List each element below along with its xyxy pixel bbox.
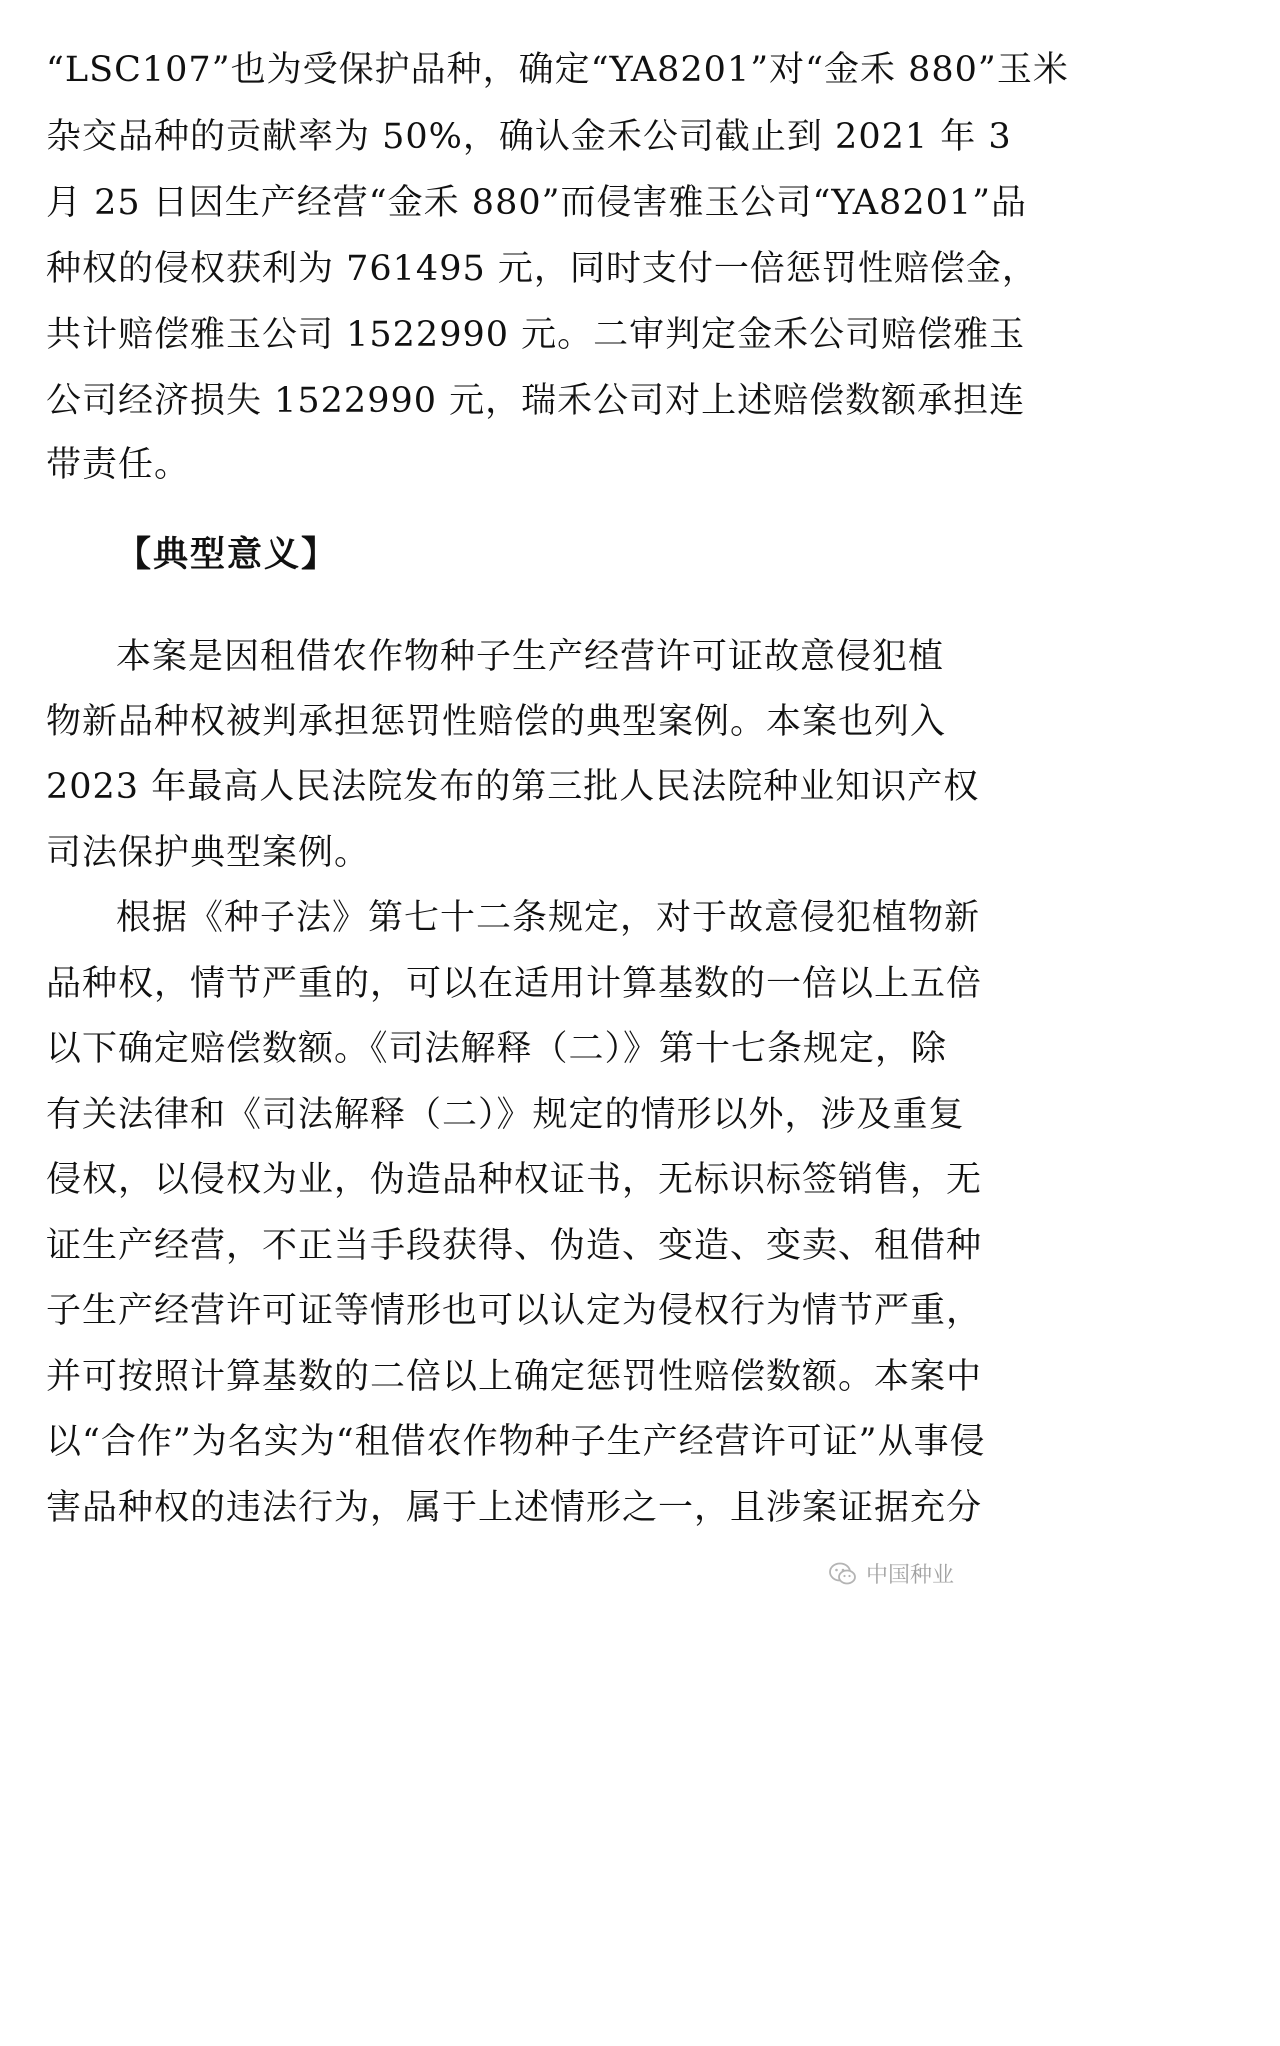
- paragraph-line: 共计赔偿雅玉公司 1522990 元。二审判定金禾公司赔偿雅玉: [46, 315, 1026, 355]
- watermark: [828, 1558, 954, 1589]
- paragraph-line: 并可按照计算基数的二倍以上确定惩罚性赔偿数额。本案中: [46, 1357, 983, 1397]
- paragraph-line: 月 25 日因生产经营“金禾 880”而侵害雅玉公司“YA8201”品: [46, 183, 1028, 223]
- paragraph-first-line: 根据《种子法》第七十二条规定，对于故意侵犯植物新: [116, 898, 981, 938]
- section-heading: 【典型意义】: [116, 534, 339, 575]
- paragraph-line: 公司经济损失 1522990 元，瑞禾公司对上述赔偿数额承担连: [46, 381, 1026, 421]
- paragraph-line: “LSC107”也为受保护品种，确定“YA8201”对“金禾 880”玉米: [46, 50, 1069, 90]
- wechat-icon: [828, 1559, 858, 1589]
- paragraph-line: 品种权，情节严重的，可以在适用计算基数的一倍以上五倍: [46, 964, 983, 1004]
- paragraph-line: 杂交品种的贡献率为 50%，确认金禾公司截止到 2021 年 3: [46, 117, 1012, 157]
- paragraph-line: 侵权，以侵权为业，伪造品种权证书，无标识标签销售，无: [46, 1160, 983, 1200]
- paragraph-line: 司法保护典型案例。: [46, 833, 371, 873]
- paragraph-line: 以“合作”为名实为“租借农作物种子生产经营许可证”从事侵: [46, 1422, 986, 1462]
- paragraph-line: 害品种权的违法行为，属于上述情形之一，且涉案证据充分: [46, 1488, 983, 1528]
- paragraph-line: 子生产经营许可证等情形也可以认定为侵权行为情节严重，: [46, 1291, 983, 1331]
- paragraph-line: 证生产经营，不正当手段获得、伪造、变造、变卖、租借种: [46, 1226, 983, 1266]
- paragraph-line: 有关法律和《司法解释（二）》规定的情形以外，涉及重复: [46, 1095, 965, 1135]
- paragraph-first-line: 本案是因租借农作物种子生产经营许可证故意侵犯植: [116, 637, 945, 677]
- paragraph-line: 带责任。: [46, 445, 191, 485]
- paragraph-line: 种权的侵权获利为 761495 元，同时支付一倍惩罚性赔偿金，: [46, 249, 1038, 289]
- paragraph-line: 2023 年最高人民法院发布的第三批人民法院种业知识产权: [46, 767, 980, 807]
- watermark-text: 中国种业: [865, 1563, 954, 1588]
- paragraph-line: 物新品种权被判承担惩罚性赔偿的典型案例。本案也列入: [46, 702, 947, 742]
- paragraph-line: 以下确定赔偿数额。《司法解释（二）》第十七条规定，除: [46, 1029, 948, 1069]
